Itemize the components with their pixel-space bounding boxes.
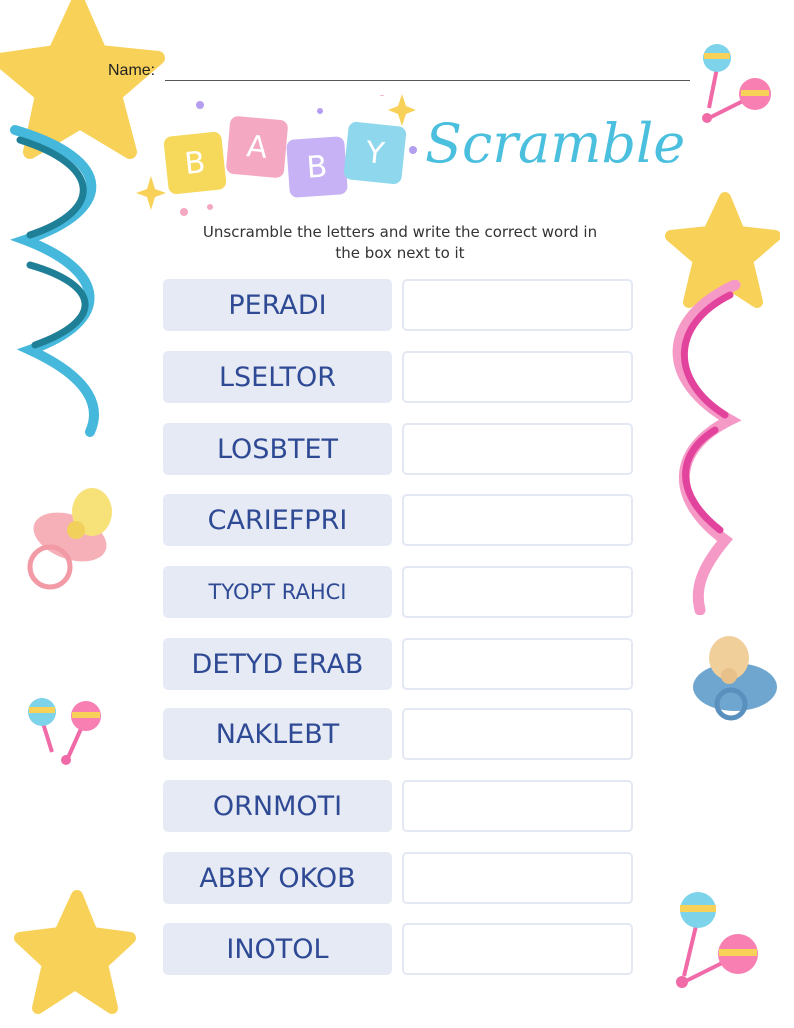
answer-box[interactable] bbox=[402, 494, 633, 546]
word-row bbox=[163, 638, 632, 690]
answer-box[interactable] bbox=[402, 852, 633, 904]
ribbon-icon bbox=[660, 280, 750, 615]
name-line[interactable] bbox=[165, 80, 690, 81]
instructions-text: Unscramble the letters and write the correct word in the box next to it bbox=[202, 223, 598, 262]
word-row bbox=[163, 852, 632, 904]
ribbon-icon bbox=[5, 120, 115, 440]
scrambled-word: INOTOL bbox=[163, 923, 392, 975]
answer-box[interactable] bbox=[402, 638, 633, 690]
answer-box[interactable] bbox=[402, 780, 633, 832]
word-row bbox=[163, 279, 632, 331]
scrambled-word: DETYD ERAB bbox=[163, 638, 392, 690]
scrambled-word: PERADI bbox=[163, 279, 392, 331]
word-row bbox=[163, 780, 632, 832]
star-icon bbox=[12, 888, 137, 1018]
scrambled-word: CARIEFPRI bbox=[163, 494, 392, 546]
rattle-icon bbox=[668, 888, 763, 993]
word-row bbox=[163, 494, 632, 546]
scrambled-word: TYOPT RAHCI bbox=[163, 566, 392, 618]
title-scramble: Scramble bbox=[425, 112, 686, 175]
title-block-b2: B bbox=[286, 136, 348, 198]
answer-box[interactable] bbox=[402, 566, 633, 618]
sparkle-icon bbox=[136, 176, 166, 210]
answer-box[interactable] bbox=[402, 279, 633, 331]
scrambled-word: ABBY OKOB bbox=[163, 852, 392, 904]
word-row bbox=[163, 708, 632, 760]
answer-box[interactable] bbox=[402, 423, 633, 475]
scrambled-word: NAKLEBT bbox=[163, 708, 392, 760]
answer-box[interactable] bbox=[402, 708, 633, 760]
word-row bbox=[163, 923, 632, 975]
title-block-a: A bbox=[226, 116, 289, 179]
title-block-b1: B bbox=[163, 131, 227, 195]
rattle-icon bbox=[22, 692, 107, 767]
rattle-icon bbox=[695, 38, 780, 128]
pacifier-icon bbox=[20, 482, 130, 597]
word-row bbox=[163, 351, 632, 403]
scrambled-word: LOSBTET bbox=[163, 423, 392, 475]
name-label: Name: bbox=[108, 62, 156, 79]
answer-box[interactable] bbox=[402, 351, 633, 403]
answer-box[interactable] bbox=[402, 923, 633, 975]
scrambled-word: ORNMOTI bbox=[163, 780, 392, 832]
title-block-y: Y bbox=[343, 121, 407, 185]
word-row bbox=[163, 566, 632, 618]
scrambled-word: LSELTOR bbox=[163, 351, 392, 403]
word-row bbox=[163, 423, 632, 475]
pacifier-icon bbox=[685, 632, 785, 727]
